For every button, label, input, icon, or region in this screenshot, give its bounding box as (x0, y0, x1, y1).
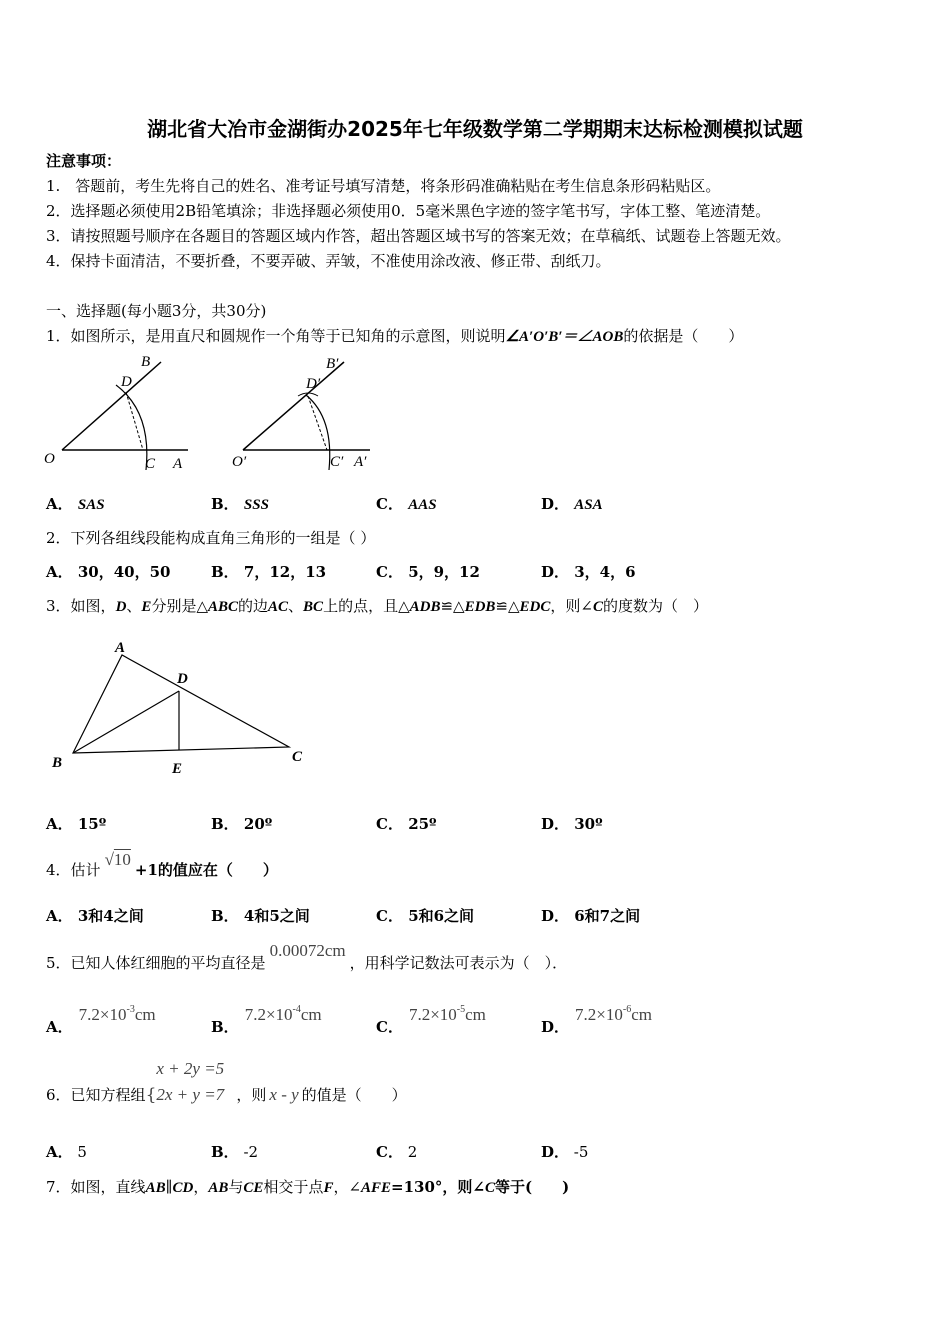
q3-figure (40, 630, 330, 780)
question-1 (46, 326, 743, 347)
question-4: 4．估计√10+1的值应在（ ） (46, 850, 278, 879)
option-a[interactable]: A． 5 (46, 1143, 87, 1161)
sqrt-expression: √10 (104, 850, 131, 869)
note-item: 4．保持卡面清洁，不要折叠，不要弄破、弄皱，不准使用涂改液、修正带、刮纸刀。 (46, 252, 611, 270)
q-math: ∠A′O′B′＝∠AOB (505, 329, 624, 345)
option-d[interactable]: D． 30º (541, 815, 603, 833)
option-c[interactable]: C． 5和6之间 (376, 907, 475, 925)
option-d[interactable]: D． 6和7之间 (541, 907, 641, 925)
note-item: 3．请按照题号顺序在各题目的答题区域内作答，超出答题区域书写的答案无效；在草稿纸、试题卷上答题无效。 (46, 227, 791, 245)
option-c[interactable]: C． 2 (376, 1143, 418, 1161)
q-num: 1． (46, 327, 71, 345)
option-a[interactable]: A． 15º (46, 815, 107, 833)
option-b[interactable]: B． 7，12，13 (211, 563, 327, 581)
option-c[interactable]: C． 25º (376, 815, 437, 833)
question-7: 7．如图，直线AB∥CD，AB与CE相交于点F，∠AFE=130°，则∠C等于( ) (46, 1178, 570, 1196)
label-D: D (177, 671, 188, 687)
option-d[interactable]: D．$7.2\times 10^{-6}cm$ (541, 1004, 652, 1036)
equation-system: x + 2y =5 2x + y =7 (156, 1059, 225, 1104)
question-2: 2．下列各组线段能构成直角三角形的一组是（ ） (46, 529, 376, 547)
option-a[interactable]: A．$7.2\times 10^{-3}cm$ (46, 1004, 156, 1036)
page-title: 湖北省大冶市金湖街办2025年七年级数学第二学期期末达标检测模拟试题 (147, 117, 803, 141)
question-3: 3．如图，D、E分别是△ABC的边AC、BC上的点，且△ADB≌△EDB≌△EDC，则∠C的度数为（ ） (46, 597, 708, 615)
label-C: C (292, 749, 303, 765)
option-c[interactable]: C．$7.2\times 10^{-5}cm$ (376, 1004, 486, 1036)
notes-heading: 注意事项： (46, 152, 122, 170)
question-6: 6．已知方程组{ x + 2y =5 2x + y =7 ，则 x - y 的值是（ ） (46, 1059, 407, 1105)
label-B: B (141, 354, 151, 370)
label-O-prime: O′ (232, 454, 247, 470)
label-O: O (44, 451, 55, 467)
q-text: 如图所示，是用直尺和圆规作一个角等于已知角的示意图，则说明 (70, 327, 506, 345)
option-b[interactable]: B． 20º (211, 815, 273, 833)
option-a[interactable]: A． 3和4之间 (46, 907, 144, 925)
option-a[interactable]: A． SAS (46, 495, 105, 513)
label-A-prime: A′ (354, 454, 367, 470)
note-item: 1. 答题前，考生先将自己的姓名、准考证号填写清楚，将条形码准确粘贴在考生信息条形码粘贴区。 (46, 177, 721, 195)
label-C-prime: C′ (330, 454, 344, 470)
option-b[interactable]: B． -2 (211, 1143, 259, 1161)
option-a[interactable]: A． 30，40，50 (46, 563, 171, 581)
label-D: D (121, 374, 132, 390)
option-d[interactable]: D． -5 (541, 1143, 589, 1161)
option-b[interactable]: B． SSS (211, 495, 269, 513)
note-item: 2．选择题必须使用2B铅笔填涂；非选择题必须使用0．5毫米黑色字迹的签字笔书写，字体工整、笔迹清楚。 (46, 202, 771, 220)
question-5: 5．已知人体红细胞的平均直径是0.00072cm，用科学记数法可表示为（ ）． (46, 941, 568, 972)
q1-figure (40, 350, 400, 475)
label-B-prime: B′ (326, 356, 339, 372)
label-E: E (172, 761, 183, 777)
label-A: A (173, 456, 183, 472)
option-c[interactable]: C． 5，9，12 (376, 563, 480, 581)
label-B: B (52, 755, 63, 771)
section-heading: 一、选择题(每小题3分，共30分) (46, 302, 267, 320)
option-d[interactable]: D． 3，4，6 (541, 563, 636, 581)
option-c[interactable]: C． AAS (376, 495, 437, 513)
option-b[interactable]: B．$7.2\times 10^{-4}cm$ (211, 1004, 322, 1036)
label-D-prime: D′ (306, 376, 321, 392)
q-text: 的依据是（ ） (623, 327, 744, 345)
option-b[interactable]: B． 4和5之间 (211, 907, 310, 925)
label-C: C (145, 456, 156, 472)
option-d[interactable]: D． ASA (541, 495, 603, 513)
label-A: A (115, 640, 126, 656)
